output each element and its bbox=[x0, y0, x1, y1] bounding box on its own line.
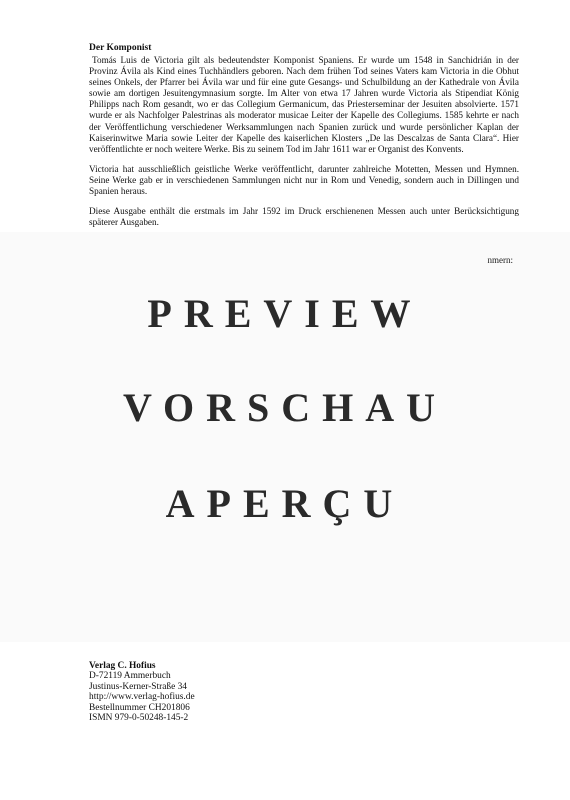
paragraph-edition: Diese Ausgabe enthält die erstmals im Jahr 1592 im Druck erschienenen Messen auch unter Berücksichtigung späterer Ausgaben. bbox=[89, 206, 519, 228]
order-number: Bestellnummer CH201806 bbox=[89, 702, 190, 713]
watermark-vorschau: VORSCHAU bbox=[122, 385, 448, 430]
document-body bbox=[89, 43, 519, 237]
hidden-text-snippet: nmern: bbox=[487, 255, 513, 265]
paragraph-biography: Tomás Luis de Victoria gilt als bedeutendster Komponist Spaniens. Er wurde um 1548 in Sanchidrián in der Provinz Ávila als Kind eines Tuchhändlers geboren. Nach dem frühen Tod seines Vaters kam Victoria in die Obhut seines Onkels, der Pfarrer bei Ávila war und für eine gute Gesangs- und Schulbildung an der Kathedrale von Ávila sowie am dortigen Jesuitengymnasium sorgte. Im Alter von etwa 17 Jahren wurde Victoria als Stipendiat König Philipps nach Rom gesandt, wo er das Collegium Germanicum, das Priesterseminar der Jesuiten absolvierte. 1571 wurde er als Nachfolger Palestrinas als moderator musicae Leiter der Kapelle des Collegiums. 1585 kehrte er nach der Veröffentlichung verschiedener Werksammlungen nach Spanien zurück und wurde persönlicher Kaplan der Kaiserinwitwe Maria sowie Leiter der Kapelle des kaiserlichen Klosters „De las Descalzas de Santa Clara“. Hier veröffentlichte er noch weitere Werke. Bis zu seinem Tod im Jahr 1611 war er Organist des Konvents. bbox=[89, 55, 519, 154]
paragraph-works: Victoria hat ausschließlich geistliche Werke veröffentlicht, darunter zahlreiche Motetten, Messen und Hymnen. Seine Werke gab er in verschiedenen Sammlungen nicht nur in Rom und Venedig, sondern auch in Dillingen und Spanien heraus. bbox=[89, 163, 519, 197]
publisher-city: D-72119 Ammerbuch bbox=[89, 671, 171, 682]
watermark-preview: PREVIEW bbox=[147, 291, 423, 336]
watermark-apercu: APERÇU bbox=[165, 481, 405, 526]
section-title: Der Komponist bbox=[89, 43, 152, 53]
ismn-number: ISMN 979-0-50248-145-2 bbox=[89, 713, 189, 724]
preview-overlay bbox=[0, 232, 570, 642]
publisher-street: Justinus-Kerner-Straße 34 bbox=[89, 681, 187, 692]
publisher-name: Verlag C. Hofius bbox=[89, 661, 156, 671]
publisher-website-link[interactable]: http://www.verlag-hofius.de bbox=[89, 692, 195, 703]
publisher-footer bbox=[89, 661, 195, 723]
